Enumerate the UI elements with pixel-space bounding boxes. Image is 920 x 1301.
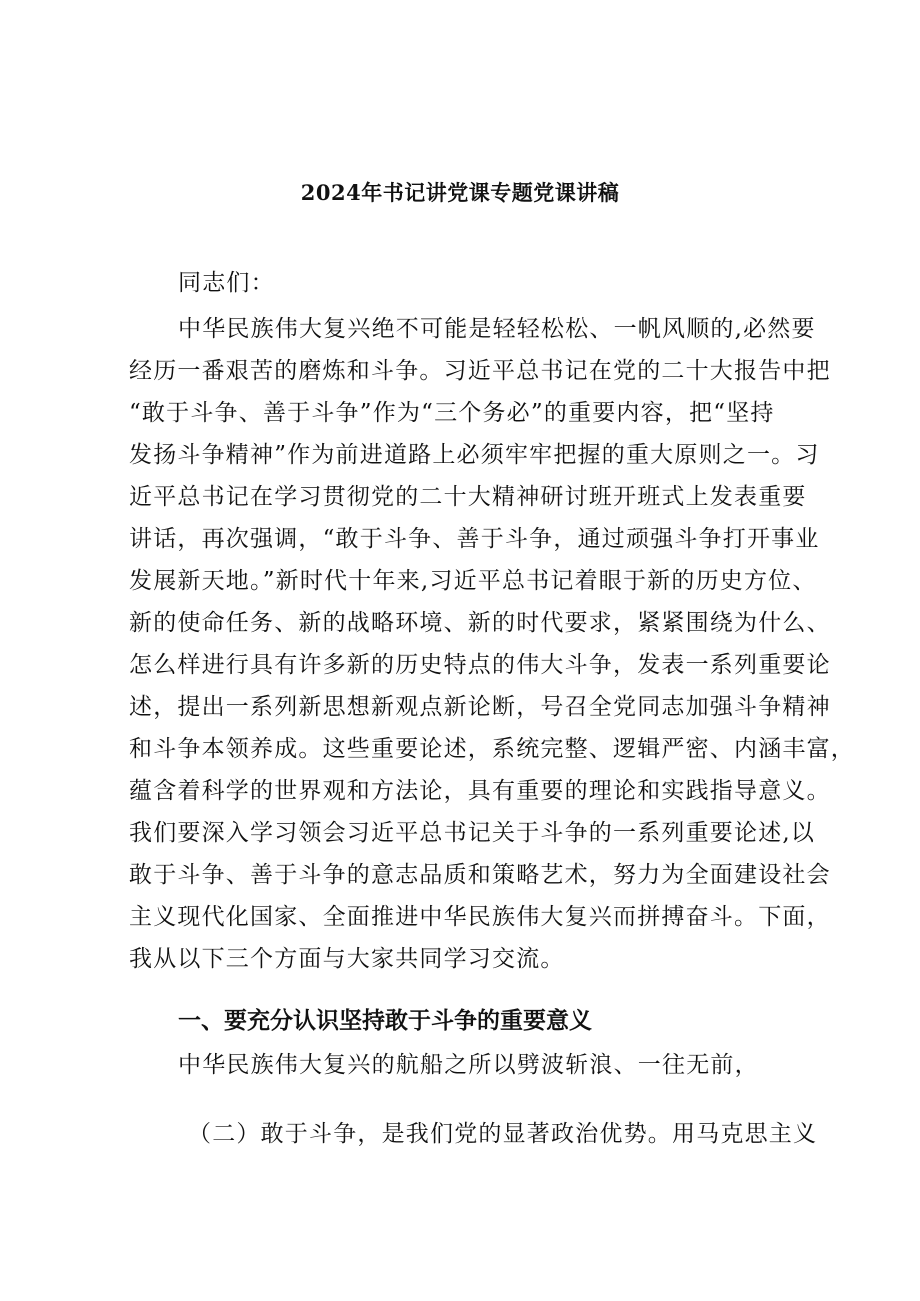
paragraph-line: 我从以下三个方面与大家共同学习交流。 [129,946,565,972]
paragraph-line: “敢于斗争、善于斗争”作为“三个务必”的重要内容，把“坚持 [129,400,775,426]
paragraph-line: 讲话，再次强调，“敢于斗争、善于斗争，通过顽强斗争打开事业 [129,526,820,552]
section-heading: 一、要充分认识坚持敢于斗争的重要意义 [178,1008,592,1034]
paragraph-line: 述，提出一系列新思想新观点新论断，号召全党同志加强斗争精神 [129,694,831,720]
paragraph-line: 中华民族伟大复兴绝不可能是轻轻松松、一帆风顺的,必然要 [178,316,816,342]
paragraph-line: 发展新天地。”新时代十年来,习近平总书记着眼于新的历史方位、 [129,568,817,594]
paragraph-line: 新的使命任务、新的战略环境、新的时代要求，紧紧围绕为什么、 [129,610,831,636]
salutation: 同志们： [178,270,275,296]
document-title: 2024年书记讲党课专题党课讲稿 [300,180,620,205]
paragraph-line: 经历一番艰苦的磨炼和斗争。习近平总书记在党的二十大报告中把 [129,358,831,384]
paragraph-line: 和斗争本领养成。这些重要论述，系统完整、逻辑严密、内涵丰富， [129,736,855,762]
section-paragraph-line: 中华民族伟大复兴的航船之所以劈波斩浪、一往无前， [178,1052,759,1078]
paragraph-line: 敢于斗争、善于斗争的意志品质和策略艺术，努力为全面建设社会 [129,862,831,888]
paragraph-line: 近平总书记在学习贯彻党的二十大精神研讨班开班式上发表重要 [129,484,807,510]
paragraph-line: 主义现代化国家、全面推进中华民族伟大复兴而拼搏奋斗。下面， [129,904,831,930]
paragraph-line: 我们要深入学习领会习近平总书记关于斗争的一系列重要论述,以 [129,820,816,846]
paragraph-line: 怎么样进行具有许多新的历史特点的伟大斗争，发表一系列重要论 [129,652,831,678]
paragraph-line: 蕴含着科学的世界观和方法论，具有重要的理论和实践指导意义。 [129,778,831,804]
subsection-line: （二）敢于斗争，是我们党的显著政治优势。用马克思主义 [188,1121,818,1147]
paragraph-line: 发扬斗争精神”作为前进道路上必须牢牢把握的重大原则之一。习 [129,442,820,468]
